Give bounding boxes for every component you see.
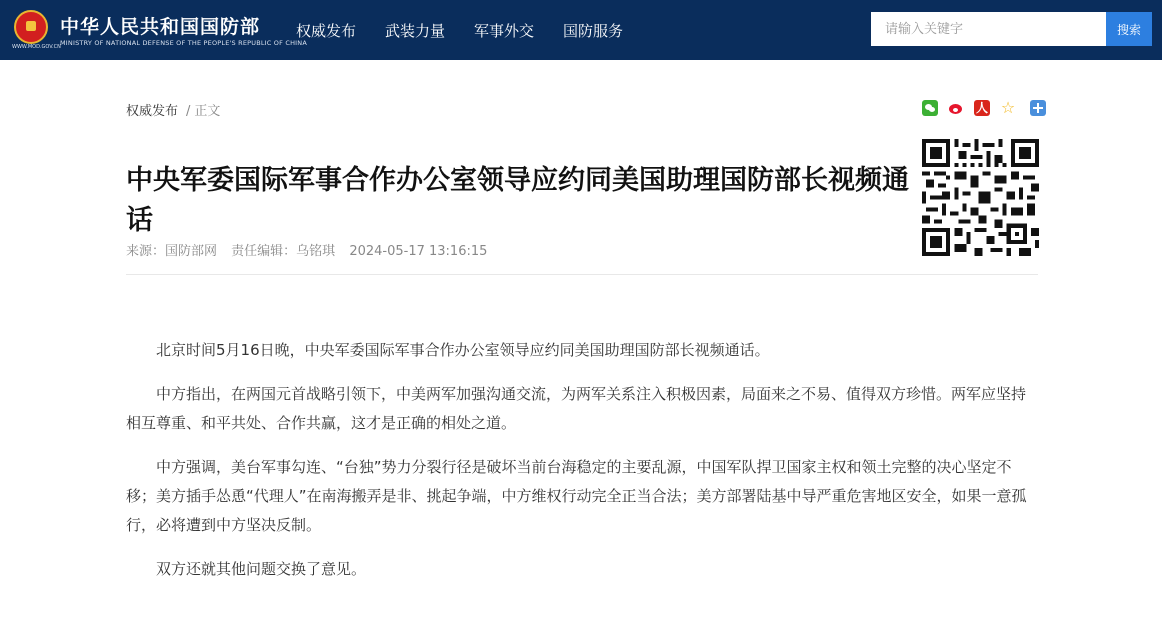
article-body (126, 336, 1038, 599)
search-box (871, 12, 1152, 46)
national-emblem-icon (14, 10, 48, 44)
logo-title-cn: 中华人民共和国国防部 (60, 16, 261, 38)
article-editor: 责任编辑：乌铭琪 (231, 244, 336, 259)
divider (126, 274, 1038, 275)
more-share-icon[interactable] (1030, 100, 1046, 116)
favorite-icon[interactable]: ☆ (1000, 98, 1016, 117)
breadcrumb-parent-link[interactable]: 权威发布 (126, 104, 179, 119)
main-nav (296, 20, 652, 41)
site-logo[interactable] (12, 8, 307, 52)
nav-item-authoritative-release[interactable]: 权威发布 (296, 22, 357, 40)
qr-code-icon (922, 139, 1039, 256)
breadcrumb-separator: / (186, 104, 191, 119)
nav-item-armed-forces[interactable]: 武装力量 (385, 22, 446, 40)
weibo-icon[interactable] (948, 100, 964, 116)
article-title: 中央军委国际军事合作办公室领导应约同美国助理国防部长视频通话 (126, 165, 909, 237)
article-paragraph: 北京时间5月16日晚，中央军委国际军事合作办公室领导应约同美国助理国防部长视频通话。 (156, 341, 770, 359)
nav-item-military-diplomacy[interactable]: 军事外交 (474, 22, 535, 40)
article-meta (126, 240, 497, 259)
nav-item-defense-services[interactable]: 国防服务 (563, 22, 624, 40)
article-source: 来源：国防部网 (126, 244, 218, 259)
article-paragraph: 双方还就其他问题交换了意见。 (156, 560, 367, 578)
breadcrumb-current: 正文 (194, 104, 221, 119)
article-paragraph: 中方强调，美台军事勾连、“台独”势力分裂行径是破坏当前台海稳定的主要乱源，中国军队捍卫国家主权和领土完整的决心坚定不移；美方插手怂恿“代理人”在南海搬弄是非、挑起争端，中方维权行动完全正当合法；美方部署陆基中导严重危害地区安全，如果一意孤行，必将遭到中方坚决反制。 (126, 458, 1027, 534)
renren-icon[interactable]: 人 (975, 101, 988, 115)
logo-url: WWW.MOD.GOV.CN (12, 44, 61, 50)
breadcrumb (126, 100, 220, 119)
wechat-icon[interactable] (922, 100, 938, 116)
share-bar (922, 100, 1056, 116)
search-input[interactable] (871, 12, 1106, 46)
site-header (0, 0, 1162, 60)
article-paragraph: 中方指出，在两国元首战略引领下，中美两军加强沟通交流，为两军关系注入积极因素，局面来之不易、值得双方珍惜。两军应坚持相互尊重、和平共处、合作共赢，这才是正确的相处之道。 (126, 385, 1027, 432)
search-button[interactable]: 搜索 (1106, 12, 1152, 46)
article-datetime: 2024-05-17 13:16:15 (349, 244, 488, 259)
logo-title-en: MINISTRY OF NATIONAL DEFENSE OF THE PEOPLE'S REPUBLIC OF CHINA (60, 39, 307, 47)
